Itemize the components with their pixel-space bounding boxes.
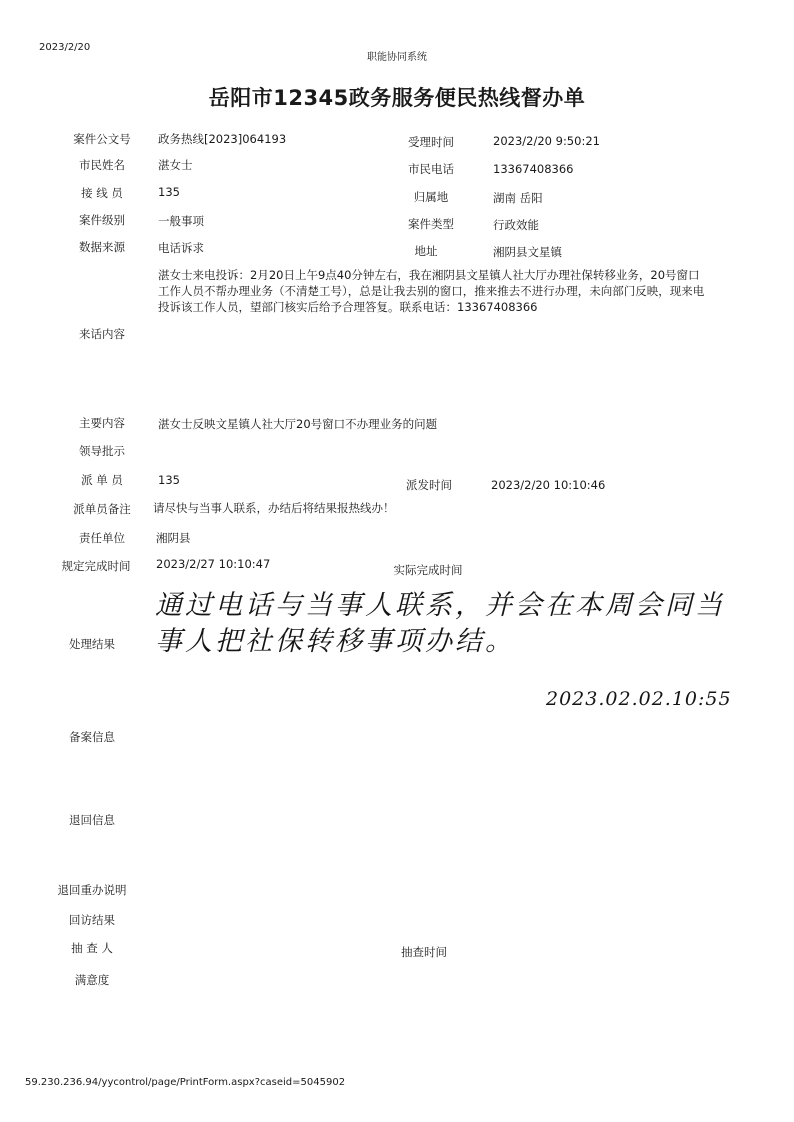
case-no-label: 案件公文号 — [73, 132, 131, 146]
dispatcher-value: 135 — [158, 473, 180, 487]
source-label: 数据来源 — [79, 240, 125, 254]
dispatcher-note-value: 请尽快与当事人联系，办结后将结果报热线办！ — [153, 501, 395, 515]
citizen-phone-value: 13367408366 — [493, 162, 574, 176]
accept-time-value: 2023/2/20 9:50:21 — [493, 134, 600, 148]
satisfaction-label: 满意度 — [74, 973, 110, 987]
operator-value: 135 — [158, 185, 180, 199]
dispatch-time-value: 2023/2/20 10:10:46 — [491, 478, 606, 492]
citizen-name-value: 湛女士 — [158, 158, 193, 172]
responsible-unit-label: 责任单位 — [79, 531, 125, 545]
leader-instruction-label: 领导批示 — [79, 444, 125, 458]
responsible-unit-value: 湘阴县 — [156, 531, 191, 545]
region-value: 湖南 岳阳 — [493, 191, 543, 205]
accept-time-label: 受理时间 — [408, 135, 454, 149]
footer-url: 59.230.236.94/yycontrol/page/PrintForm.aspx?caseid=5045902 — [25, 1077, 346, 1088]
result-handwritten: 通过电话与当事人联系，并会在本周会同当事人把社保转移事项办结。 — [155, 590, 725, 657]
case-level-label: 案件级别 — [79, 213, 125, 227]
case-type-value: 行政效能 — [493, 218, 539, 232]
case-level-value: 一般事项 — [158, 214, 204, 228]
address-value: 湘阴县文星镇 — [493, 245, 562, 259]
call-content-text: 湛女士来电投诉：2月20日上午9点40分钟左右，我在湘阴县文星镇人社大厅办理社保转移业务，20号窗口工作人员不帮办理业务（不清楚工号），总是让我去别的窗口，推来推去不进行办理，未向部门反映，现来电投诉该工作人员，望部门核实后给予合理答复。联系电话：13367408366 — [158, 268, 705, 314]
case-type-label: 案件类型 — [408, 217, 454, 231]
citizen-phone-label: 市民电话 — [408, 162, 454, 176]
actual-time-label: 实际完成时间 — [393, 563, 463, 577]
record-info-label: 备案信息 — [69, 730, 115, 744]
inspect-time-label: 抽查时间 — [401, 945, 447, 959]
call-content-label: 来话内容 — [79, 327, 125, 341]
result-label: 处理结果 — [69, 637, 115, 651]
case-no-value: 政务热线[2023]064193 — [158, 132, 287, 146]
revisit-result-label: 回访结果 — [69, 913, 115, 927]
citizen-name-label: 市民姓名 — [79, 158, 125, 172]
region-label: 归属地 — [413, 190, 449, 204]
address-label: 地址 — [414, 244, 438, 258]
inspector-label: 抽 查 人 — [71, 941, 113, 955]
dispatcher-note-label: 派单员备注 — [73, 502, 131, 516]
result-date-handwritten: 2023.02.02.10:55 — [546, 688, 732, 710]
redo-note-label: 退回重办说明 — [57, 883, 127, 897]
deadline-value: 2023/2/27 10:10:47 — [156, 557, 271, 571]
dispatcher-label: 派 单 员 — [81, 473, 123, 487]
main-content-label: 主要内容 — [79, 416, 125, 430]
operator-label: 接 线 员 — [81, 186, 123, 200]
print-date: 2023/2/20 — [39, 42, 91, 53]
page-title: 岳阳市12345政务服务便民热线督办单 — [208, 86, 586, 110]
deadline-label: 规定完成时间 — [61, 559, 131, 573]
dispatch-time-label: 派发时间 — [406, 478, 452, 492]
system-name: 职能协同系统 — [367, 52, 427, 63]
return-info-label: 退回信息 — [69, 813, 115, 827]
main-content-value: 湛女士反映文星镇人社大厅20号窗口不办理业务的问题 — [158, 417, 438, 431]
source-value: 电话诉求 — [158, 241, 204, 255]
